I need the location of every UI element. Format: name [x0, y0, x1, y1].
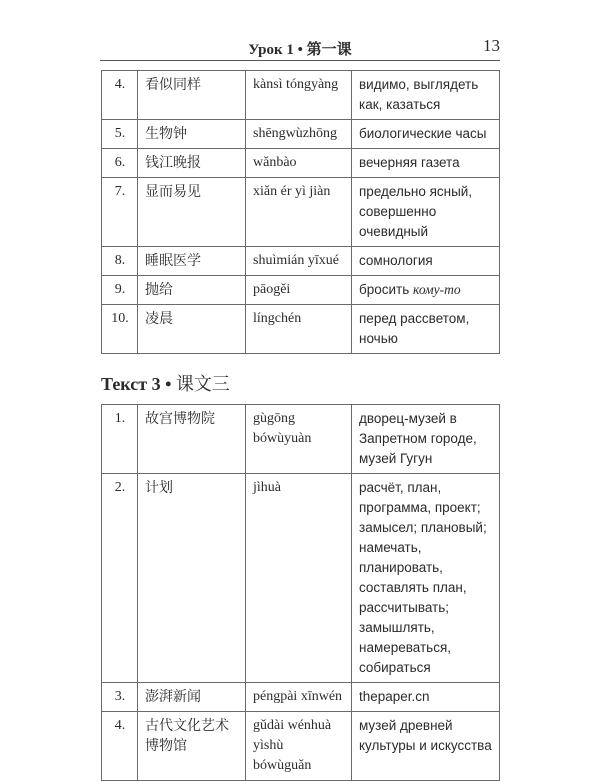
row-number: 1. — [102, 405, 138, 474]
running-title: Урок 1 • 第一课 — [248, 42, 352, 58]
table-row — [102, 71, 500, 120]
translation-cell: расчёт, план, программа, проект; замысел; плановый; намечать, планировать, составлять план, рассчитывать; замышлять, намереваться, собираться — [352, 474, 500, 683]
section-title: Текст 3 • — [101, 374, 176, 394]
table-row — [102, 276, 500, 305]
translation-cell — [352, 276, 500, 305]
pinyin-cell: gùgōng bówùyuàn — [246, 405, 352, 474]
section-heading — [101, 370, 230, 396]
translation-italic: кому-то — [413, 282, 461, 297]
row-number: 5. — [102, 120, 138, 149]
pinyin-cell: gǔdài wénhuà yìshù bówùguǎn — [246, 712, 352, 781]
table-row — [102, 178, 500, 247]
pinyin-cell: kànsì tóngyàng — [246, 71, 352, 120]
translation-cell: thepaper.cn — [352, 683, 500, 712]
row-number: 9. — [102, 276, 138, 305]
translation-cell: перед рассветом, ночью — [352, 305, 500, 354]
pinyin-cell: shēngwùzhōng — [246, 120, 352, 149]
row-number: 10. — [102, 305, 138, 354]
translation-cell: вечерняя газета — [352, 149, 500, 178]
page-number: 13 — [483, 36, 500, 55]
translation-cell: сомнология — [352, 247, 500, 276]
table-row — [102, 305, 500, 354]
translation-cell: биологические часы — [352, 120, 500, 149]
hanzi-cell: 故宫博物院 — [138, 405, 246, 474]
table-row — [102, 247, 500, 276]
row-number: 2. — [102, 474, 138, 683]
row-number: 4. — [102, 71, 138, 120]
table-row — [102, 120, 500, 149]
header-rule — [100, 60, 500, 61]
table-row — [102, 474, 500, 683]
hanzi-cell: 显而易见 — [138, 178, 246, 247]
pinyin-cell: shuìmián yīxué — [246, 247, 352, 276]
row-number: 7. — [102, 178, 138, 247]
pinyin-cell: pāogěi — [246, 276, 352, 305]
table-row — [102, 683, 500, 712]
table-row — [102, 712, 500, 781]
row-number: 3. — [102, 683, 138, 712]
pinyin-cell: língchén — [246, 305, 352, 354]
translation-text: бросить — [359, 282, 414, 297]
hanzi-cell: 澎湃新闻 — [138, 683, 246, 712]
hanzi-cell: 凌晨 — [138, 305, 246, 354]
row-number: 4. — [102, 712, 138, 781]
hanzi-cell: 钱江晚报 — [138, 149, 246, 178]
pinyin-cell: xiǎn ér yì jiàn — [246, 178, 352, 247]
vocab-table-lesson1 — [101, 70, 500, 354]
pinyin-cell: péngpài xīnwén — [246, 683, 352, 712]
section-title-cn: 课文三 — [175, 374, 230, 395]
pinyin-cell: wǎnbào — [246, 149, 352, 178]
table-row — [102, 405, 500, 474]
table-row — [102, 149, 500, 178]
vocab-table-text3 — [101, 404, 500, 781]
hanzi-cell: 计划 — [138, 474, 246, 683]
hanzi-cell: 古代文化艺术博物馆 — [138, 712, 246, 781]
hanzi-cell: 睡眠医学 — [138, 247, 246, 276]
hanzi-cell: 抛给 — [138, 276, 246, 305]
translation-cell: дворец-музей в Запретном городе, музей Гугун — [352, 405, 500, 474]
hanzi-cell: 生物钟 — [138, 120, 246, 149]
row-number: 8. — [102, 247, 138, 276]
translation-cell: музей древней культуры и искусства — [352, 712, 500, 781]
translation-cell: предельно ясный, совершенно очевидный — [352, 178, 500, 247]
pinyin-cell: jìhuà — [246, 474, 352, 683]
hanzi-cell: 看似同样 — [138, 71, 246, 120]
translation-cell: видимо, выглядеть как, казаться — [352, 71, 500, 120]
page-header — [100, 36, 500, 58]
row-number: 6. — [102, 149, 138, 178]
